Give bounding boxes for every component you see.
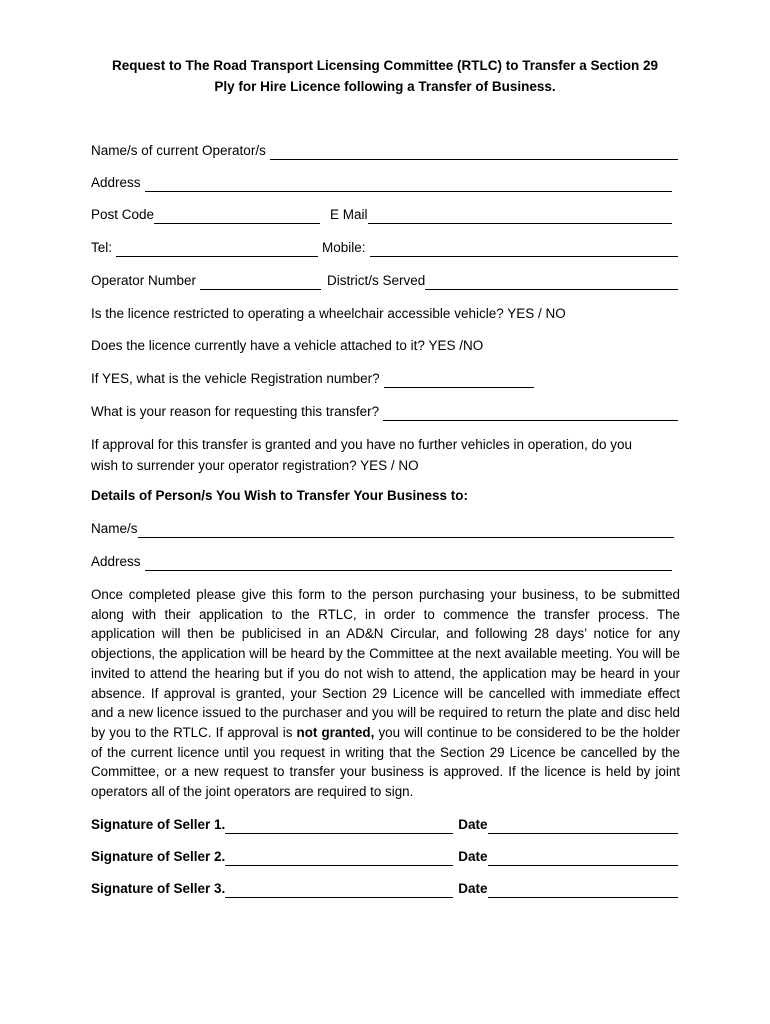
operator-number-label: Operator Number xyxy=(91,273,197,288)
postcode-email-row xyxy=(91,206,672,224)
seller-2-label: Signature of Seller 2. xyxy=(91,849,226,864)
email-field[interactable] xyxy=(368,210,672,224)
surrender-question xyxy=(91,434,678,476)
operator-district-row xyxy=(91,272,678,290)
transferee-address-field[interactable] xyxy=(145,557,672,571)
transferee-address-row xyxy=(91,553,672,571)
surrender-line-2: wish to surrender your operator registration? YES / NO xyxy=(91,458,419,473)
tel-field[interactable] xyxy=(116,243,318,257)
title-line-2: Ply for Hire Licence following a Transfer of Business. xyxy=(214,79,556,94)
reason-field[interactable] xyxy=(383,407,678,421)
registration-label: If YES, what is the vehicle Registration number? xyxy=(91,371,380,386)
mobile-field[interactable] xyxy=(370,243,678,257)
tel-label: Tel: xyxy=(91,240,113,255)
wheelchair-question: Is the licence restricted to operating a wheelchair accessible vehicle? YES / NO xyxy=(91,306,566,321)
operator-names-field[interactable] xyxy=(270,146,678,160)
vehicle-attached-question: Does the licence currently have a vehicle attached to it? YES /NO xyxy=(91,338,484,353)
instructions-paragraph xyxy=(91,585,680,802)
instructions-part-1: Once completed please give this form to the person purchasing your business, to be submitted along with their application to the RTLC, in order to commence the transfer process. The application will then be publicised in an AD&N Circular, and following 28 days’ notice for any objections, the application will be heard by the Committee at the next available meeting. You will be invited to attend the hearing but if you do not wish to attend, the application may be heard in your absence. If approval is granted, your Section 29 Licence will be cancelled with immediate effect and a new licence issued to the purchaser and you will be required to return the plate and disc held by you to the RTLC. If approval is xyxy=(91,587,680,740)
operator-names-label: Name/s of current Operator/s xyxy=(91,143,266,158)
form-title xyxy=(60,55,710,97)
address-field[interactable] xyxy=(145,178,672,192)
address-label: Address xyxy=(91,175,141,190)
postcode-field[interactable] xyxy=(154,210,320,224)
seller-3-signature-row xyxy=(91,880,678,898)
seller-1-signature-field[interactable] xyxy=(225,820,453,834)
seller-3-label: Signature of Seller 3. xyxy=(91,881,226,896)
mobile-label: Mobile: xyxy=(322,240,366,255)
registration-row xyxy=(91,370,678,388)
seller-1-signature-row xyxy=(91,816,678,834)
postcode-label: Post Code xyxy=(91,207,155,222)
reason-row xyxy=(91,403,678,421)
title-line-1: Request to The Road Transport Licensing Committee (RTLC) to Transfer a Section 29 xyxy=(111,58,659,73)
seller-2-signature-field[interactable] xyxy=(225,852,453,866)
tel-mobile-row xyxy=(91,239,678,257)
seller-2-signature-row xyxy=(91,848,678,866)
operator-number-field[interactable] xyxy=(200,276,321,290)
transferee-heading: Details of Person/s You Wish to Transfer Your Business to: xyxy=(91,488,468,503)
districts-field[interactable] xyxy=(425,276,678,290)
transferee-address-label: Address xyxy=(91,554,141,569)
seller-3-date-label: Date xyxy=(458,881,488,896)
seller-1-label: Signature of Seller 1. xyxy=(91,817,226,832)
seller-2-date-field[interactable] xyxy=(488,852,678,866)
seller-1-date-label: Date xyxy=(458,817,488,832)
districts-label: District/s Served xyxy=(327,273,426,288)
seller-1-date-field[interactable] xyxy=(488,820,678,834)
surrender-line-1: If approval for this transfer is granted and you have no further vehicles in operation, do you xyxy=(91,437,633,452)
email-label: E Mail xyxy=(330,207,368,222)
seller-3-date-field[interactable] xyxy=(488,884,678,898)
operator-names-row xyxy=(91,142,678,160)
transferee-names-field[interactable] xyxy=(138,524,674,538)
seller-2-date-label: Date xyxy=(458,849,488,864)
registration-field[interactable] xyxy=(384,374,534,388)
instructions-bold: not granted, xyxy=(296,724,375,740)
address-row xyxy=(91,174,672,192)
transferee-names-row xyxy=(91,520,674,538)
reason-label: What is your reason for requesting this transfer? xyxy=(91,404,380,419)
instructions-part-2: you will continue to be considered to be the holder of the current licence until you request in writing that the Section 29 Licence be cancelled by the Committee, or a new request to transfer your business is approved. If the licence is held by joint operators all of the joint operators are required to sign. xyxy=(91,724,680,800)
transferee-names-label: Name/s xyxy=(91,521,138,536)
seller-3-signature-field[interactable] xyxy=(225,884,453,898)
